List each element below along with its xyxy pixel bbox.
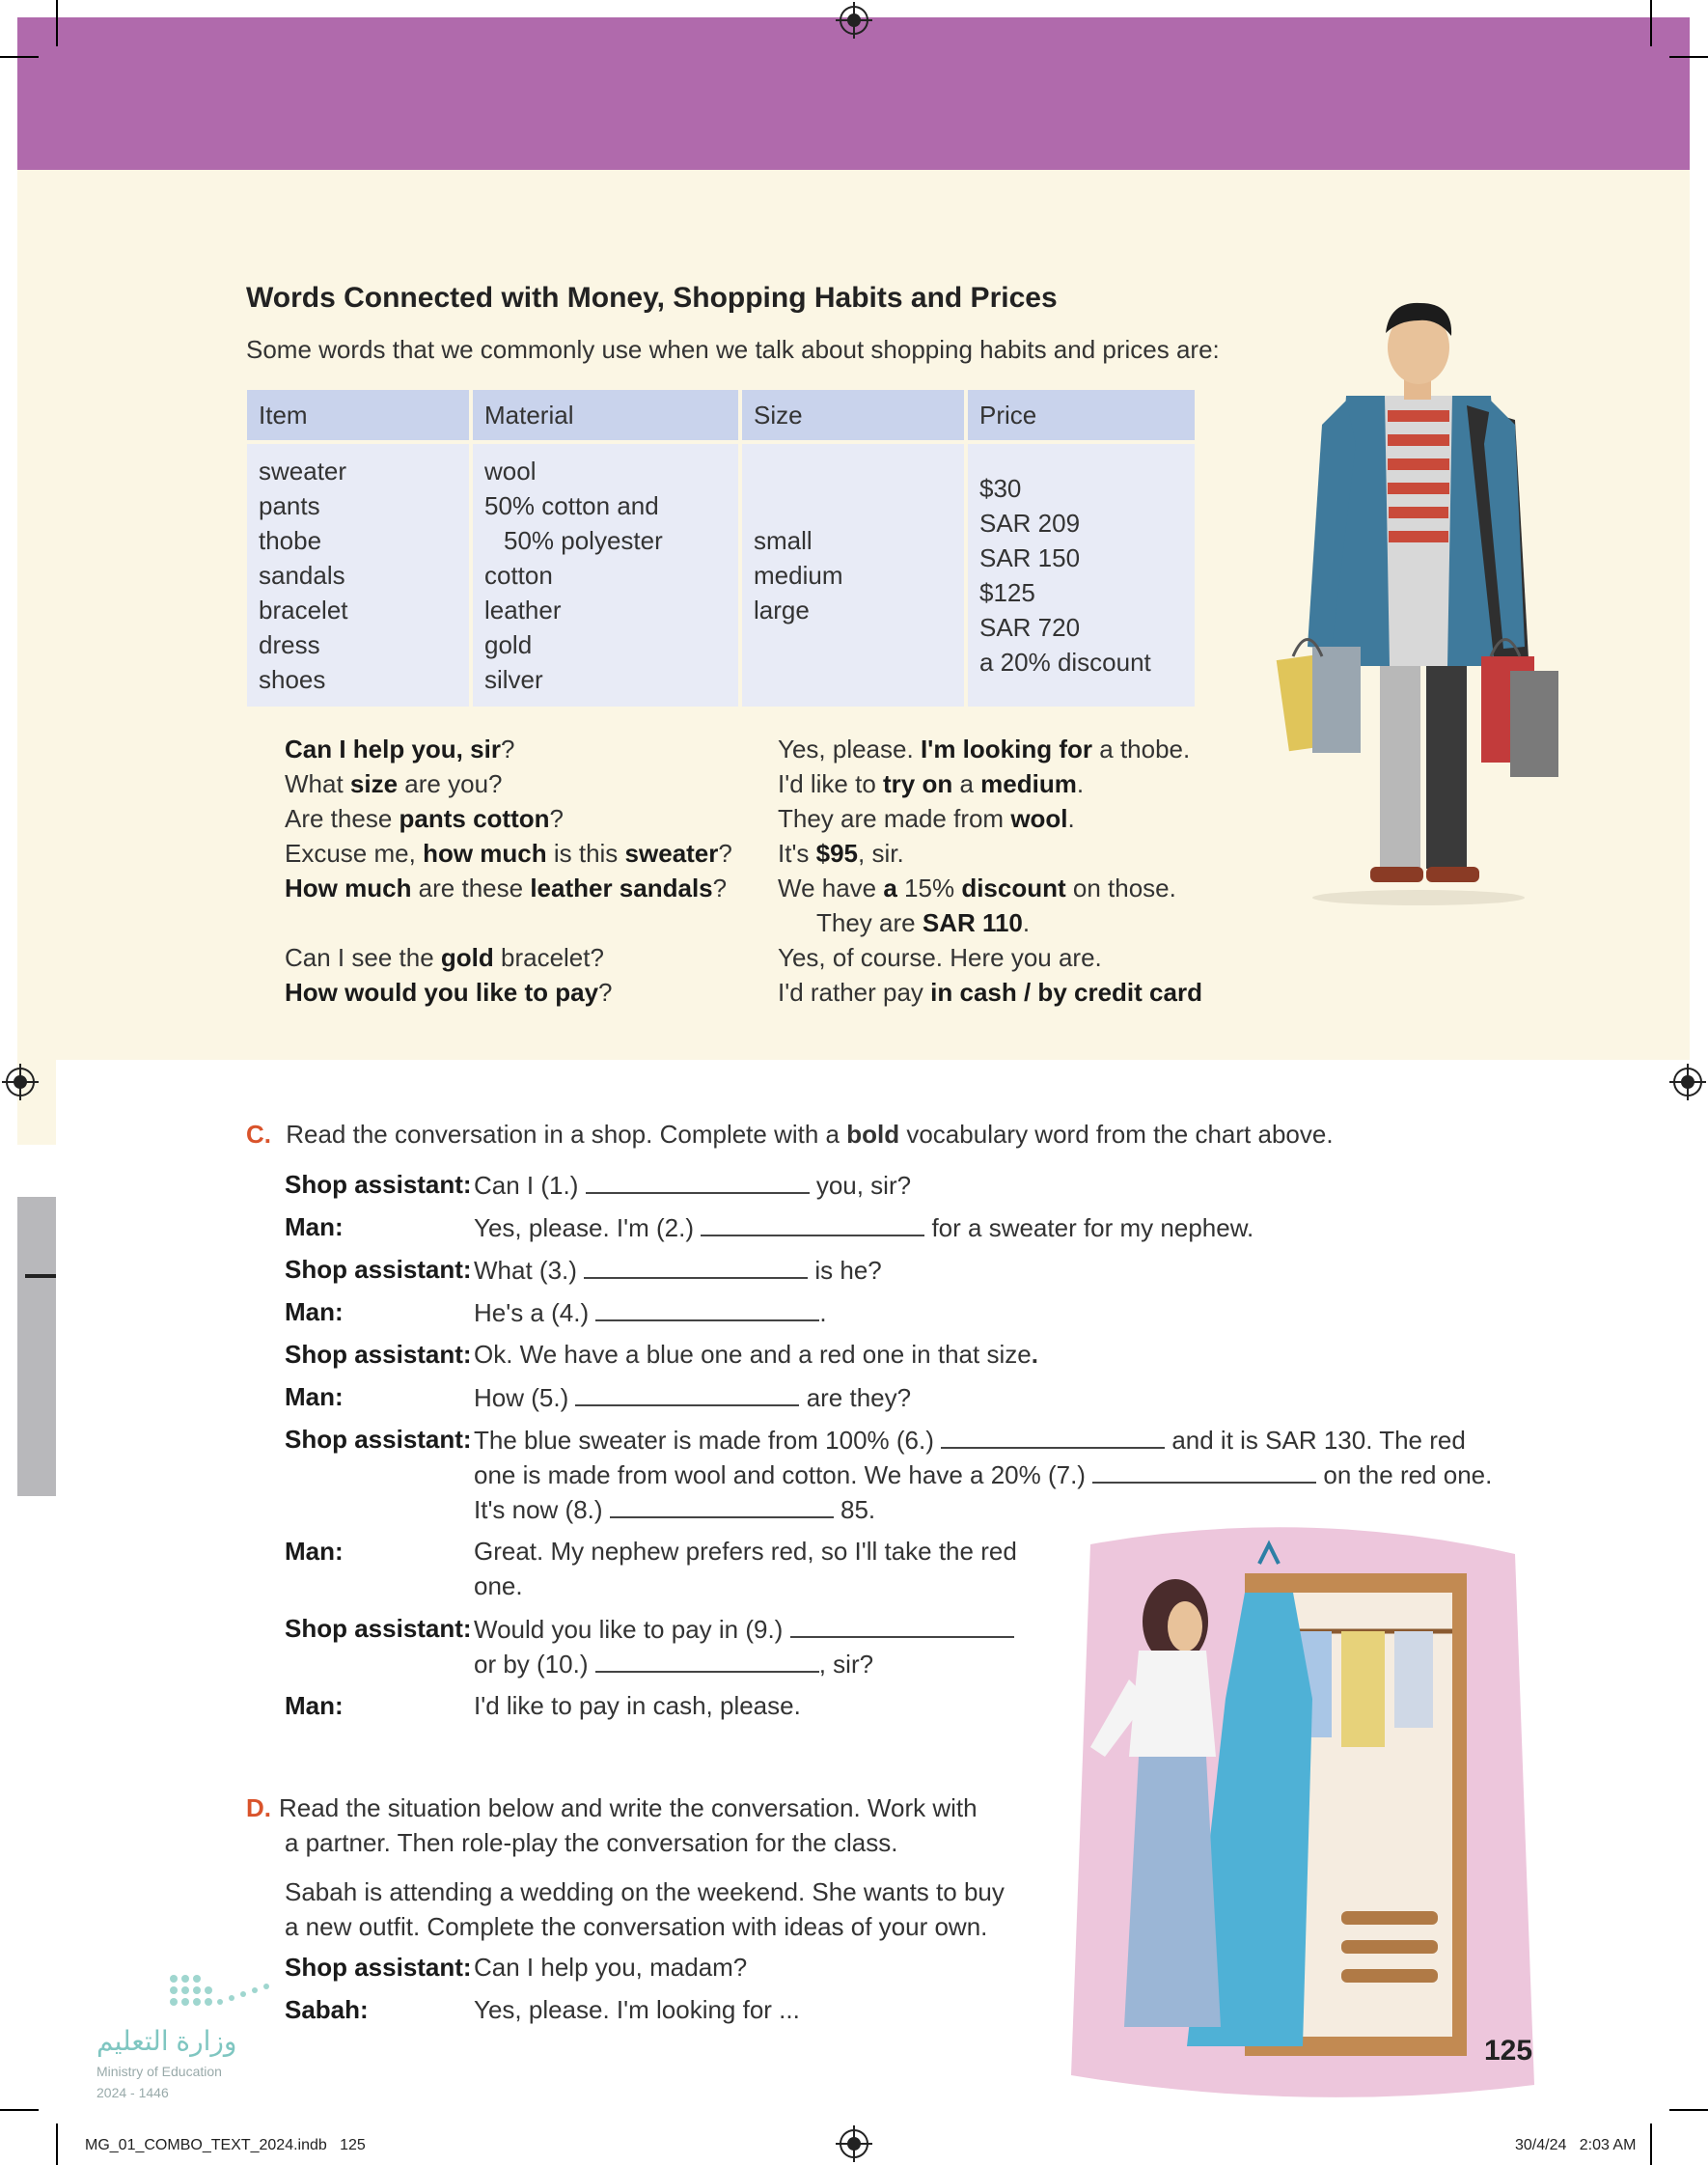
registration-mark-icon: [840, 6, 868, 35]
registration-mark-icon: [840, 2129, 868, 2158]
phrase: How would you like to pay?: [285, 978, 613, 1007]
blank-10[interactable]: [595, 1646, 819, 1673]
blank-2[interactable]: [701, 1209, 924, 1236]
registration-mark-icon: [1673, 1068, 1702, 1096]
list-item: medium: [754, 561, 843, 590]
phrase: They are SAR 110.: [816, 908, 1031, 937]
list-item: a 20% discount: [979, 648, 1151, 677]
list-item: SAR 720: [979, 613, 1081, 642]
list-item: cotton: [484, 561, 553, 590]
prices-cell: [968, 444, 1195, 707]
list-item: gold: [484, 630, 533, 659]
list-item: SAR 150: [979, 543, 1081, 572]
list-item: leather: [484, 596, 562, 625]
header-material: Material: [473, 390, 738, 440]
speaker-label: Man:: [285, 1382, 344, 1411]
phrase: Yes, of course. Here you are.: [778, 943, 1102, 972]
ministry-logo-icon: [164, 1969, 318, 2017]
speaker-label: Sabah:: [285, 1995, 369, 2024]
page-number: 125: [1484, 2035, 1533, 2067]
phrase: Can I help you, sir?: [285, 735, 515, 763]
crop-mark: [56, 2123, 58, 2165]
vocabulary-table: [243, 386, 1198, 710]
crop-mark: [0, 56, 39, 58]
phrase: It's $95, sir.: [778, 839, 904, 868]
phrase: Can I see the gold bracelet?: [285, 943, 604, 972]
list-item: 50% cotton and: [484, 491, 659, 520]
speaker-label: Shop assistant:: [285, 1953, 472, 1982]
list-item: 50% polyester: [504, 526, 663, 555]
phrase: How much are these leather sandals?: [285, 874, 728, 902]
speaker-label: Man:: [285, 1537, 344, 1566]
list-item: dress: [259, 630, 320, 659]
section-intro: Some words that we commonly use when we talk about shopping habits and prices are:: [246, 335, 1220, 364]
list-item: sweater: [259, 457, 347, 486]
crop-mark: [0, 2109, 39, 2111]
exercise-c-instructions: C. Read the conversation in a shop. Complete with a bold vocabulary word from the chart above.: [246, 1120, 1334, 1149]
phrase: What size are you?: [285, 769, 503, 798]
speaker-label: Shop assistant:: [285, 1255, 472, 1284]
crop-mark: [56, 0, 58, 46]
materials-cell: [473, 444, 738, 707]
list-item: pants: [259, 491, 320, 520]
speaker-label: Shop assistant:: [285, 1614, 472, 1643]
blank-5[interactable]: [575, 1379, 799, 1406]
list-item: wool: [484, 457, 537, 486]
list-item: small: [754, 526, 813, 555]
blank-4[interactable]: [595, 1294, 819, 1321]
crop-mark: [1650, 0, 1652, 46]
phrase: I'd like to try on a medium.: [778, 769, 1085, 798]
blank-6[interactable]: [941, 1422, 1165, 1449]
header-price: Price: [968, 390, 1195, 440]
table-header-row: [247, 390, 1195, 440]
header-banner: [17, 17, 1690, 170]
exercise-d-label: D.: [246, 1793, 271, 1822]
blank-9[interactable]: [790, 1611, 1014, 1638]
margin-strip: [17, 1197, 56, 1496]
footer-datetime: 30/4/24 2:03 AM: [1515, 2137, 1637, 2153]
section-title: Words Connected with Money, Shopping Habits and Prices: [246, 282, 1058, 314]
exercise-d-situation: Sabah is attending a wedding on the weekend. She wants to buy a new outfit. Complete the conversation with ideas of your own.: [285, 1877, 1005, 1941]
blank-8[interactable]: [610, 1491, 834, 1518]
exercise-c-label: C.: [246, 1120, 271, 1149]
speaker-label: Man:: [285, 1297, 344, 1326]
header-item: Item: [247, 390, 469, 440]
ministry-year: 2024 - 1446: [96, 2085, 169, 2100]
list-item: sandals: [259, 561, 345, 590]
phrase: I'd rather pay in cash / by credit card: [778, 978, 1202, 1007]
footer-file: MG_01_COMBO_TEXT_2024.indb 125: [85, 2137, 366, 2153]
list-item: $30: [979, 474, 1022, 503]
question-phrases: [285, 732, 767, 1010]
wardrobe-woman-illustration: [1061, 1506, 1544, 2104]
phrase: Excuse me, how much is this sweater?: [285, 839, 732, 868]
list-item: $125: [979, 578, 1035, 607]
phrase: Are these pants cotton?: [285, 804, 564, 833]
list-item: large: [754, 596, 810, 625]
list-item: shoes: [259, 665, 326, 694]
phrase: Yes, please. I'm looking for a thobe.: [778, 735, 1191, 763]
items-cell: [247, 444, 469, 707]
blank-1[interactable]: [586, 1167, 810, 1194]
blank-3[interactable]: [584, 1252, 808, 1279]
speaker-label: Shop assistant:: [285, 1340, 472, 1369]
speaker-label: Shop assistant:: [285, 1170, 472, 1199]
ministry-name-arabic: وزارة التعليم: [96, 2026, 237, 2056]
exercise-d-instructions: D. Read the situation below and write the conversation. Work with a partner. Then role-play the conversation for the class.: [246, 1793, 978, 1857]
answer-phrases: [778, 732, 1260, 1010]
header-size: Size: [742, 390, 964, 440]
phrase: They are made from wool.: [778, 804, 1075, 833]
phrase: We have a 15% discount on those.: [778, 874, 1176, 902]
sizes-cell: [742, 444, 964, 707]
list-item: bracelet: [259, 596, 348, 625]
ministry-name-english: Ministry of Education: [96, 2064, 222, 2079]
list-item: SAR 209: [979, 509, 1081, 538]
speaker-label: Shop assistant:: [285, 1425, 472, 1454]
table-row: [247, 444, 1195, 707]
blank-7[interactable]: [1092, 1457, 1316, 1484]
crop-mark: [1650, 2123, 1652, 2165]
list-item: thobe: [259, 526, 322, 555]
crop-mark: [1669, 2109, 1708, 2111]
shopper-man-illustration: [1264, 290, 1573, 907]
speaker-label: Man:: [285, 1212, 344, 1241]
speaker-label: Man:: [285, 1691, 344, 1720]
list-item: silver: [484, 665, 543, 694]
registration-mark-icon: [6, 1068, 35, 1096]
crop-mark: [1669, 56, 1708, 58]
